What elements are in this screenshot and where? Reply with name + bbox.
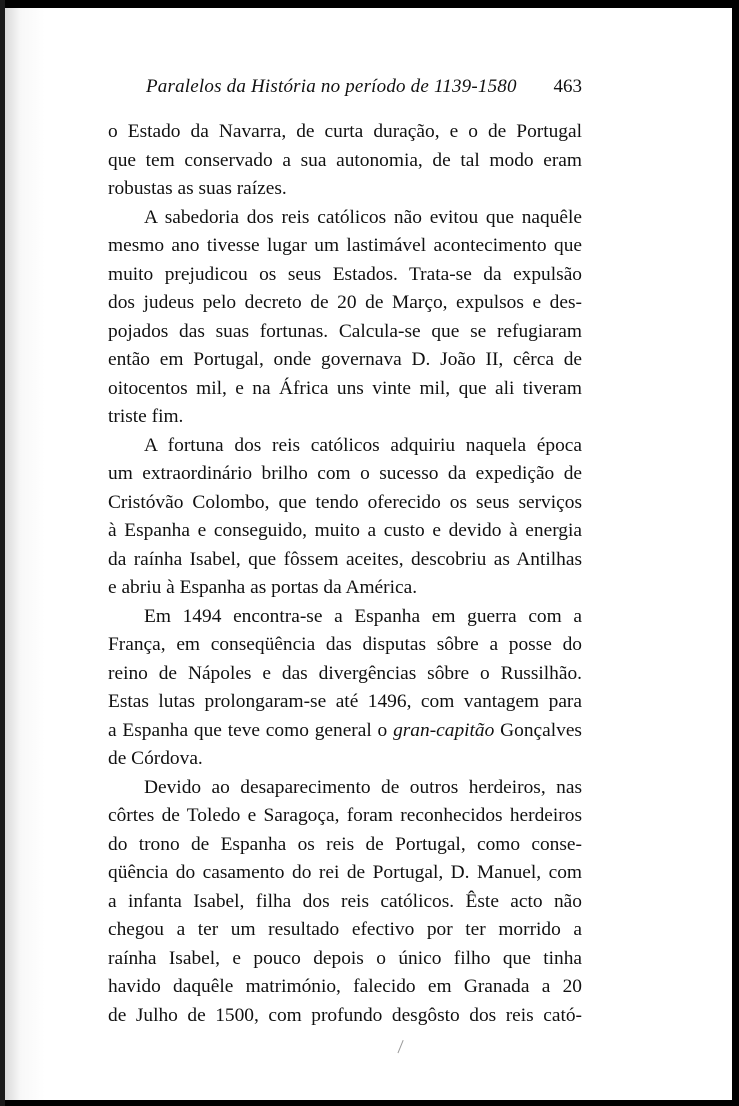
text-line: chegou a ter um resultado efectivo por ter morrido a	[108, 919, 582, 940]
text-line: do trono de Espanha os reis de Portugal, como conse-	[108, 833, 582, 855]
page-number: 463	[553, 76, 582, 97]
text-line: de Córdova.	[108, 748, 203, 769]
page-header	[108, 76, 582, 106]
text-line: então em Portugal, onde governava D. João II, cêrca de	[108, 349, 582, 370]
text-line: Estas lutas prolongaram-se até 1496, com vantagem para	[108, 691, 582, 712]
text-line: reino de Nápoles e das divergências sôbre o Russilhão.	[108, 662, 582, 684]
text-line: triste fim.	[108, 406, 184, 427]
text-line: o Estado da Navarra, de curta duração, e o de Portugal	[108, 121, 582, 142]
text-line: A fortuna dos reis católicos adquiriu naquela época	[144, 434, 582, 456]
text-line: robustas as suas raízes.	[108, 178, 287, 199]
text-line: raínha Isabel, e pouco depois o único filho que tinha	[108, 947, 582, 969]
body-text	[108, 118, 582, 1030]
text-line: França, em conseqüência das disputas sôbre a posse do	[108, 634, 582, 655]
text-line: que tem conservado a sua autonomia, de tal modo eram	[108, 149, 582, 171]
text-line: e abriu à Espanha as portas da América.	[108, 577, 418, 598]
pencil-mark	[397, 1040, 405, 1054]
text-line: A sabedoria dos reis católicos não evitou que naquêle	[144, 206, 582, 228]
text-line-with-italic	[108, 717, 582, 746]
text-line: um extraordinário brilho com o sucesso da expedição de	[108, 463, 582, 484]
text-segment: a Espanha que teve como general o	[108, 719, 388, 741]
text-line: de Julho de 1500, com profundo desgôsto dos reis cató-	[108, 1004, 582, 1026]
text-line: Devido ao desaparecimento de outros herdeiros, nas	[144, 776, 582, 798]
italic-term: gran-capitão	[393, 719, 495, 741]
text-line: muito prejudicou os seus Estados. Trata-se da expulsão	[108, 263, 582, 285]
text-segment: Gonçalves	[500, 719, 582, 741]
scan-border-right	[732, 0, 739, 1106]
text-line: qüência do casamento do rei de Portugal, D. Manuel, com	[108, 862, 582, 883]
text-line: dos judeus pelo decreto de 20 de Março, expulsos e des-	[108, 292, 582, 313]
text-line: Em 1494 encontra-se a Espanha em guerra com a	[144, 605, 582, 627]
text-line: côrtes de Toledo e Saragoça, foram reconhecidos herdeiros	[108, 805, 582, 826]
running-head: Paralelos da História no período de 1139-1580	[146, 76, 517, 97]
text-line: pojados das suas fortunas. Calcula-se que se refugiaram	[108, 320, 582, 342]
scan-border-bottom	[0, 1100, 739, 1106]
text-line: da raínha Isabel, que fôssem aceites, descobriu as Antilhas	[108, 548, 582, 570]
text-line: havido daquêle matrimónio, falecido em Granada a 20	[108, 976, 582, 997]
text-line: a infanta Isabel, filha dos reis católicos. Êste acto não	[108, 890, 582, 912]
text-line: Cristóvão Colombo, que tendo oferecido os seus serviços	[108, 491, 582, 513]
scan-border-top	[0, 0, 739, 8]
text-line: oitocentos mil, e na África uns vinte mil, que ali tiveram	[108, 377, 582, 399]
page-gutter-shadow	[5, 8, 45, 1100]
text-line: à Espanha e conseguido, muito a custo e devido à energia	[108, 520, 582, 541]
text-line: mesmo ano tivesse lugar um lastimável acontecimento que	[108, 235, 582, 256]
